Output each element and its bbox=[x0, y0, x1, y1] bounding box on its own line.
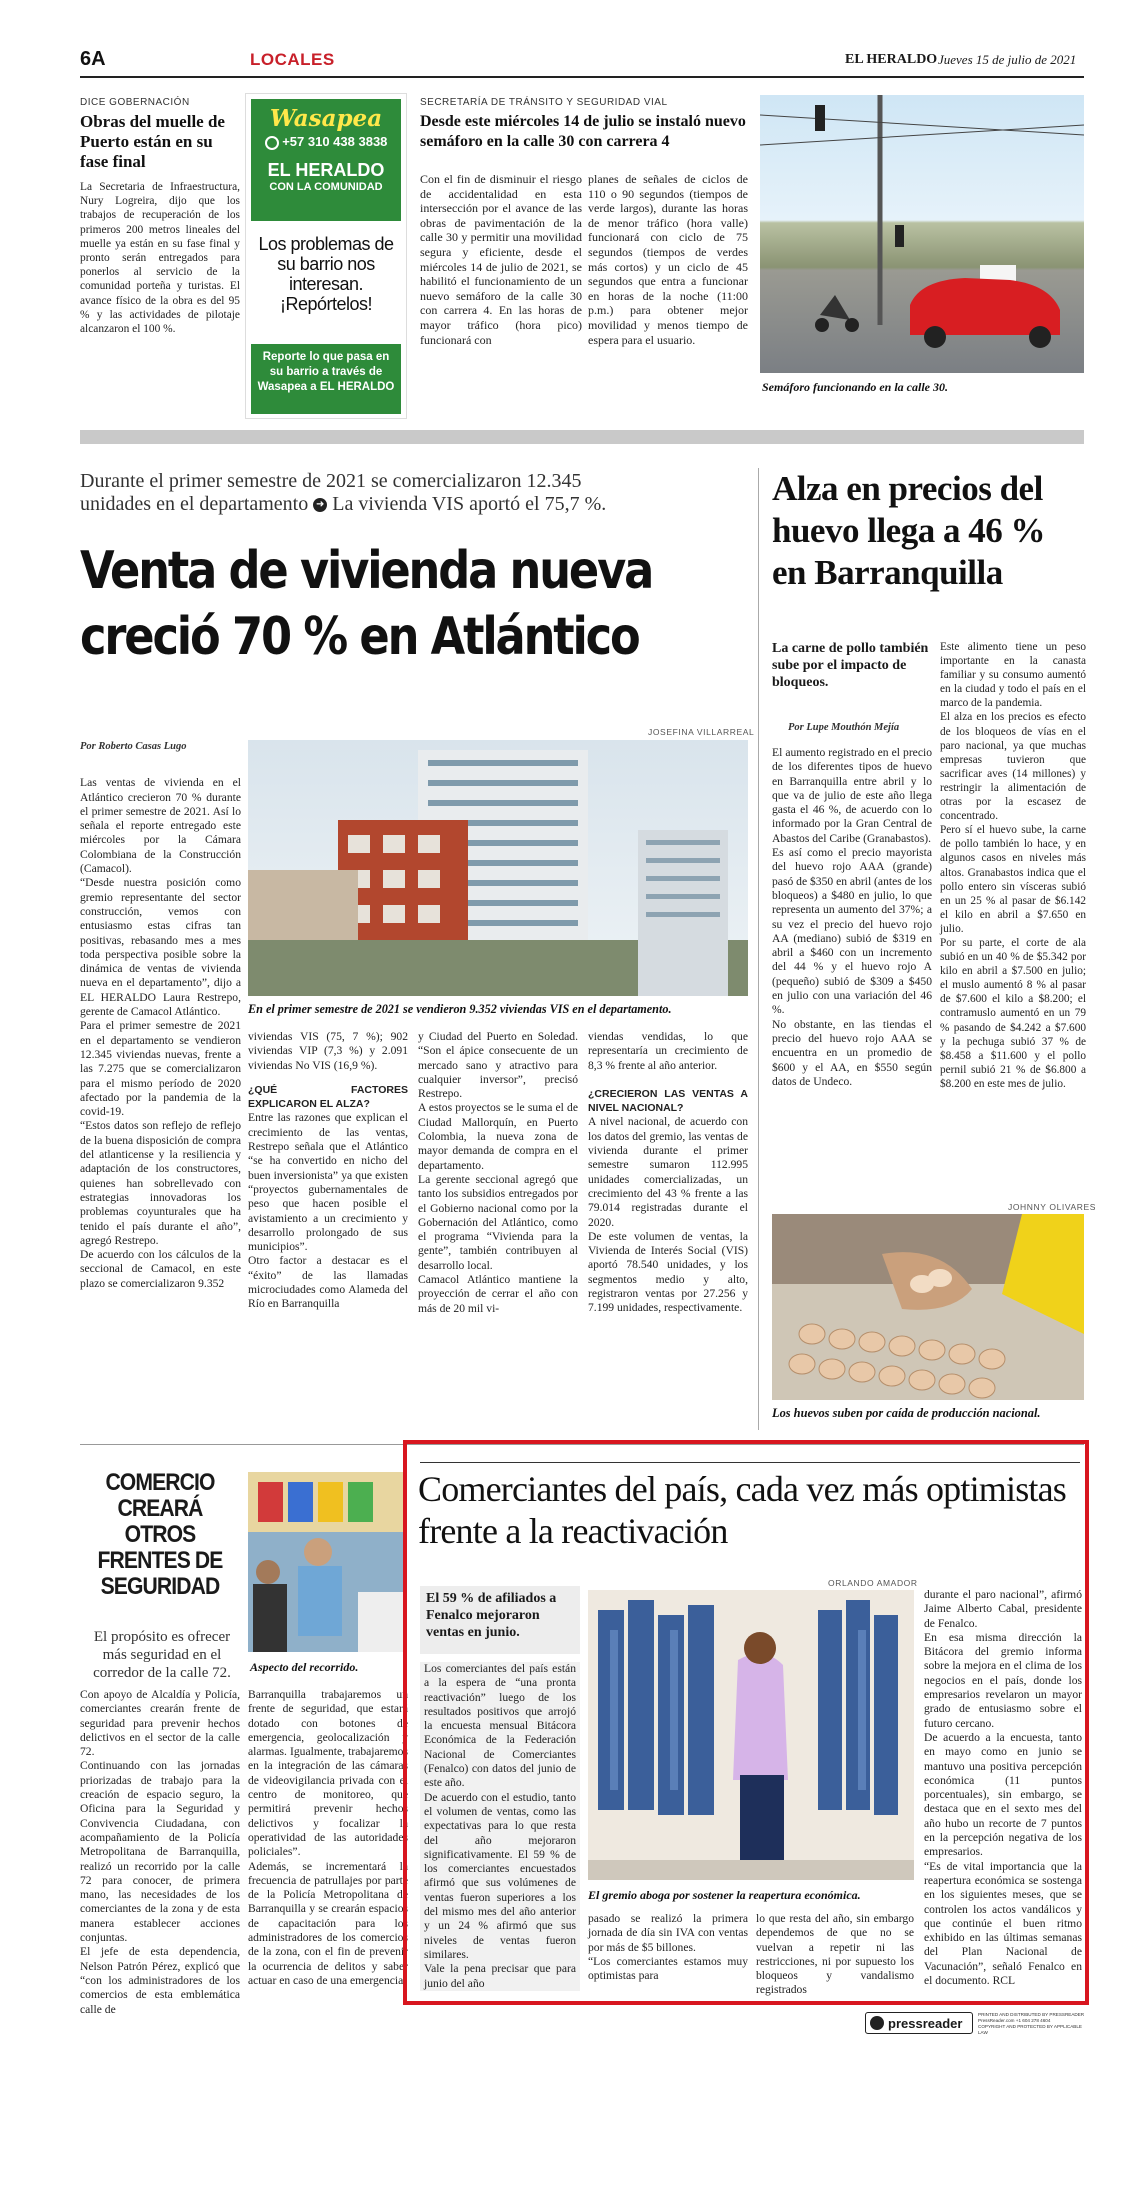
semaforo-headline: Desde este miércoles 14 de julio se instaló nuevo semáforo en la calle 30 con carrera 4 bbox=[420, 113, 746, 150]
vivienda-photo-art bbox=[248, 740, 748, 996]
header-rule bbox=[80, 76, 1084, 78]
seguridad-col-1: Con apoyo de Alcaldía y Policía, comerciantes crearán frente de seguridad para prevenir hechos delictivos en el sector de la calle 72. Continuando con las jornadas priorizadas de trabajo para la creación de espacio seguro, la Oficina para la Seguridad y Convivencia Ciudadana, con acompañamiento de la Policía Metropolitana de Barranquilla, realizó un recorrido por la calle 72 para conocer, de primera mano, las necesidades de los comerciantes de la zona y de esta manera establecer acciones conjuntas. El jefe de esta dependencia, Nelson Patrón Pérez, explicó que “con los administradores de los comercios de esta emblemática calle de bbox=[80, 1688, 240, 2016]
pressreader-fine-print: PRINTED AND DISTRIBUTED BY PRESSREADER PressReader.com +1 604 278 4604 COPYRIGHT AND PROTECTED BY APPLICABLE LAW bbox=[978, 2012, 1085, 2035]
huevo-photo-art bbox=[772, 1214, 1084, 1400]
muelle-body: La Secretaria de Infraestructura, Nury Logreira, dijo que los trabajos de recuperación de los primeros 200 metros lineales del muelle ya están en su fase final y pronto serán entregados para ponerlos al servicio de la comunidad porteña y turistas. El avance físico de la obra es del 95 % y las actividades de pilotaje alcanzaron el 100 %. bbox=[80, 181, 240, 336]
issue-date: Jueves 15 de julio de 2021 bbox=[938, 52, 1077, 67]
vivienda-subhead-factores: ¿QUÉ FACTORES EXPLICARON EL ALZA? bbox=[248, 1083, 408, 1111]
vivienda-deck-line-1: Durante el primer semestre de 2021 se comercializaron 12.345 bbox=[80, 470, 582, 492]
semaforo-col-1: Con el fin de disminuir el riesgo de accidentalidad en esta intersección por el avance de las obras de pavimentación de la calle 30 y permitir una movilidad segura y eficiente, desde el miércoles 14 de julio de 2021, se habilitó el funcionamiento de un nuevo semáforo de la calle 30 con carrera 4. En las horas de mayor tráfico (hora pico) funcionará con bbox=[420, 172, 582, 347]
section-label: LOCALES bbox=[250, 50, 335, 69]
wasapea-box bbox=[245, 93, 407, 419]
vivienda-photo bbox=[248, 740, 748, 996]
huevo-headline: Alza en precios del huevo llega a 46 % en Barranquilla bbox=[772, 469, 1045, 592]
vivienda-subhead-nacional: ¿CRECIERON LAS VENTAS A NIVEL NACIONAL? bbox=[588, 1087, 748, 1115]
huevo-photo-credit: JOHNNY OLIVARES bbox=[1008, 1202, 1097, 1212]
huevo-caption: Los huevos suben por caída de producción nacional. bbox=[772, 1406, 1041, 1420]
pressreader-icon bbox=[870, 2016, 884, 2030]
comerciantes-photo bbox=[588, 1590, 914, 1880]
comerciantes-col-4: durante el paro nacional”, afirmó Jaime Alberto Cabal, presidente de Fenalco. En esa misma dirección la Bitácora del gremio informa sobre la mejora en el clima de los negocios en el país, donde los empresarios revelaron un mayor grado de entusiasmo sobre el futuro cercano. De acuerdo a la encuesta, tanto en mayo como en junio se mantuvo una positiva percepción económica (11 puntos porcentuales), sin embargo, se destaca que en el sexto mes del año hubo un recorte de 7 puntos en la percepción negativa de los empresarios. “Es de vital importancia que la reapertura económica se sostenga en los siguientes meses, que se controlen los actos vandálicos y que continúe el buen ritmo exhibido en las últimas semanas del Plan Nacional de Vacunación”, señaló Fenalco en el documento. RCL bbox=[924, 1588, 1082, 1988]
vivienda-col-1-text: Las ventas de vivienda en el Atlántico crecieron 70 % durante el primer semestre de 2021. Así lo señala el reporte entregado este miércoles por la Cámara Colombiana de la Construcción (Camacol). “Desde nuestra posición como gremio representante del sector construcción, vemos con entusiasmo estas cifras tan positivas, rebasando mes a mes toda perspectiva posible sobre la dinámica de ventas de vivienda nueva en el departamento”, dijo a EL HERALDO Laura Restrepo, gerente de Camacol Atlántico. Para el primer semestre de 2021 en el departamento se vendieron 12.345 viviendas nuevas, frente a las 7.275 que se comercializaron para el mismo período de 2020 afectado por la pandemia de la covid-19. “Estos datos son reflejo de reflejo de la buena disposición de compra del atlanticense y la resiliencia y adaptación de los constructores, quienes han sobrellevado con estrategias innovadoras los problemas coyunturales que ha tenido el país durante el año”, agregó Restrepo. De acuerdo con los cálculos de la seccional de Camacol, en este plazo se comercializaron 9.352 bbox=[80, 776, 241, 1290]
seguridad-deck: El propósito es ofrecer más seguridad en el corredor de la calle 72. bbox=[93, 1629, 231, 1681]
semaforo-story bbox=[420, 97, 750, 151]
wasapea-header bbox=[251, 99, 401, 221]
vivienda-headline-line-2: creció 70 % en Atlántico bbox=[80, 607, 639, 667]
huevo-deck: La carne de pollo también sube por el impacto de bloqueos. bbox=[772, 641, 929, 690]
paper-name: EL HERALDO bbox=[845, 52, 938, 67]
vivienda-byline: Por Roberto Casas Lugo bbox=[80, 741, 187, 752]
pressreader-logo: pressreader bbox=[865, 2012, 973, 2034]
seguridad-photo-art bbox=[248, 1472, 406, 1652]
vivienda-photo-credit: JOSEFINA VILLARREAL bbox=[648, 727, 755, 737]
vivienda-body-col-2: viviendas VIS (75, 7 %); 902 viviendas VIP (7,3 %) y 2.091 viviendas No VIS (16,9 %). ¿QUÉ FACTORES EXPLICARON EL ALZA? Entre las razones que explican el crecimiento de las ventas, Restrepo señala que el Atlántico “se ha convertido en nicho del buen inversionista” ya que existen “proyectos gubernamentales de peso que hacen posible el avistamiento a un crecimiento y desarrollo prolongado de sus municipios”. Otro factor a destacar es el “éxito” de las llamadas microciudades como Alameda del Río en Barranquilla bbox=[248, 1030, 408, 1311]
huevo-photo bbox=[772, 1214, 1084, 1400]
comerciantes-caption: El gremio aboga por sostener la reapertura económica. bbox=[588, 1888, 861, 1902]
wasapea-title: Wasapea bbox=[269, 105, 383, 132]
comerciantes-top-rule bbox=[420, 1462, 1080, 1463]
semaforo-photo bbox=[760, 95, 1084, 373]
seguridad-caption: Aspecto del recorrido. bbox=[250, 1660, 359, 1674]
vivienda-body-col-1 bbox=[80, 740, 241, 1291]
whatsapp-icon bbox=[265, 136, 279, 150]
comerciantes-photo-art bbox=[588, 1590, 914, 1880]
huevo-byline: Por Lupe Mouthón Mejía bbox=[788, 722, 900, 733]
vivienda-deck-line-2: unidades en el departamento ➜ La vivienda VIS aportó el 75,7 %. bbox=[80, 493, 607, 515]
page-header bbox=[80, 48, 1084, 74]
semaforo-caption: Semáforo funcionando en la calle 30. bbox=[762, 380, 949, 394]
comerciantes-col-3: lo que resta del año, sin embargo dependemos de que no se vuelvan a repetir ni las restricciones, ni por supuesto los bloqueos y vandalismo registrados bbox=[756, 1912, 914, 1997]
page-number: 6A bbox=[80, 48, 106, 70]
muelle-kicker: DICE GOBERNACIÓN bbox=[80, 97, 190, 108]
huevo-col-1: El aumento registrado en el precio de los diferentes tipos de huevo en Barranquilla entre abril y lo que va de julio de este año llega gasta el 46 %, de acuerdo con lo informado por la Gran Central de Abastos del Caribe (Granabastos). Es así como el precio mayorista del huevo rojo AAA (grande) pasó de $350 en abril (antes de los bloqueos) a $480 en julio, lo que representa un aumento del 37%; a su vez el precio del huevo rojo AA (mediano) subió de $319 en abril a $460 con un incremento del 44 % y el huevo rojo A (pequeño) subió de $309 a $450 en julio con una variación del 46 %. No obstante, en las tiendas el precio del huevo rojo AAA se encuentra en un promedio de $600 y el AA, en $550 según datos de Undeco. bbox=[772, 746, 933, 1088]
muelle-headline: Obras del muelle de Puerto están en su fase final bbox=[80, 112, 225, 171]
muelle-story bbox=[80, 97, 240, 336]
huevo-col-2: Este alimento tiene un peso importante en la canasta familiar y su consumo aumentó en la ciudad y todo el país en el marco de la pandemia. El alza en los precios es efecto de los bloqueos de vías en el paro nacional, ya que muchas empresas tuvieron que sacrificar aves (14 millones) y restringir la alimentación de otras por la escasez de concentrado. Pero sí el huevo sube, la carne de pollo también lo hace, y en algunos casos en niveles más altos. Granabastos indica que el pollo entero sin vísceras subió en un 25 % al pasar de $6.142 el kilo en abril a $7.650 en julio. Por su parte, el corte de ala subió en un 40 % de $5.342 por kilo en abril a $7.500 en julio; el muslo aumentó 8 % al pasar de $7.600 el kilo a $8.200; el contramuslo aumentó en un 79 % pasando de $4.242 a $7.600 y la pechuga subió 37 % de $8.458 a $11.600 y el pollo pernil subió 21 % de $6.800 a $8.200 en este mes de julio. bbox=[940, 641, 1086, 1090]
vivienda-headline-line-1: Venta de vivienda nueva bbox=[80, 541, 653, 601]
seguridad-headline: COMERCIO CREARÁ OTROS FRENTES DE SEGURIDAD bbox=[97, 1469, 223, 1600]
seguridad-photo bbox=[248, 1472, 406, 1652]
comerciantes-deck: El 59 % de afiliados a Fenalco mejoraron ventas en junio. bbox=[420, 1586, 580, 1654]
vivienda-headline bbox=[80, 538, 682, 670]
arrow-right-icon: ➜ bbox=[313, 498, 327, 512]
semaforo-col-2: planes de señales de ciclos de 110 o 90 segundos (tiempos de verde largos), durante las horas de menor tráfico (hora valle) funcionará con ciclo de 75 segundos (tiempos de verdes más cortos) y un ciclo de 45 segundos que entra a funcionar en horas de la noche (11:00 p.m.) para obtener mejor movilidad y menos tiempo de espera para el usuario. bbox=[588, 172, 748, 347]
wasapea-phone-row bbox=[251, 134, 401, 150]
vivienda-deck bbox=[80, 470, 770, 516]
column-rule bbox=[758, 468, 759, 1430]
seguridad-col-2: Barranquilla trabajaremos un frente de seguridad, que estará dotado con botones de emergencia, geolocalización y alarmas. Igualmente, trabajaremos en la integración de las cámaras de videovigilancia privada con el centro de monitoreo, que permitirá prevenir hechos delictivos y focalizar la operatividad de las autoridades policiales”. Además, se incrementará la frecuencia de patrullajes por parte de la Policía Metropolitana de Barranquilla y se crearán espacios de capacitación para los administradores de los comercios de la zona, con el fin de prevenir la ocurrencia de delitos y saber actuar en caso de una emergencia. bbox=[248, 1688, 408, 1987]
wasapea-cta: Reporte lo que pasa en su barrio a través de Wasapea a EL HERALDO bbox=[251, 344, 401, 414]
vivienda-caption: En el primer semestre de 2021 se vendieron 9.352 viviendas VIS en el departamento. bbox=[248, 1002, 672, 1016]
wasapea-phone: +57 310 438 3838 bbox=[282, 134, 388, 149]
wasapea-brand-sub: CON LA COMUNIDAD bbox=[269, 180, 383, 193]
wasapea-brand: EL HERALDO bbox=[267, 159, 385, 180]
semaforo-photo-art bbox=[760, 95, 1084, 373]
vivienda-body-col-3: y Ciudad del Puerto en Soledad. “Son el ápice consecuente de un mercado sano y atractivo para cualquier inversor”, precisó Restrepo. A estos proyectos se le suma el de Ciudad Mallorquín, en Puerto Colombia, la nueva zona de mayor demanda de compra en el departamento. La gerente seccional agregó que tanto los subsidios entregados por el Gobierno nacional como por la Gobernación del Atlántico, como el programa “Vivienda para la gente”, también contribuyen al desarrollo local. Camacol Atlántico mantiene la proyección de cerrar el año con más de 20 mil vi- bbox=[418, 1030, 578, 1315]
semaforo-kicker: SECRETARÍA DE TRÁNSITO Y SEGURIDAD VIAL bbox=[420, 97, 668, 108]
comerciantes-photo-credit: ORLANDO AMADOR bbox=[828, 1578, 918, 1588]
section-divider bbox=[80, 430, 1084, 444]
vivienda-body-col-4: viendas vendidas, lo que representaría un crecimiento de 8,3 % frente al año anterior. ¿CRECIERON LAS VENTAS A NIVEL NACIONAL? A nivel nacional, de acuerdo con los datos del gremio, las ventas de vivienda durante el primer semestre sumaron 112.995 unidades comercializadas, un crecimiento del 43 % frente a las 79.014 registradas durante el 2020. De este volumen de ventas, la Vivienda de Interés Social (VIS) aportó 78.540 unidades, y los segmentos medio y alto, registraron ventas por 27.256 y 7.199 unidades, respectivamente. bbox=[588, 1030, 748, 1315]
comerciantes-headline: Comerciantes del país, cada vez más optimistas frente a la reactivación bbox=[418, 1469, 1066, 1551]
comerciantes-col-1: Los comerciantes del país están a la espera de “una pronta reactivación” luego de los resultados positivos que arrojó la encuesta mensual Bitácora Económica de la Federación Nacional de Comerciantes (Fenalco) con datos del junio de este año. De acuerdo con el estudio, tanto el volumen de ventas, como las expectativas para lo que resta del año mejoraron significativamente. El 59 % de los comerciantes encuestados afirmó que sus volúmenes de ventas fueron superiores a los del mismo mes del año anterior y un 24 % afirmó que sus niveles de ventas fueron similares. Vale la pena precisar que para junio del año bbox=[420, 1662, 580, 1991]
wasapea-message: Los problemas de su barrio nos interesan. ¡Repórtelos! bbox=[258, 234, 394, 314]
comerciantes-col-2: pasado se realizó la primera jornada de día sin IVA con ventas por más de $5 billones. “Los comerciantes estamos muy optimistas para bbox=[588, 1912, 748, 1983]
